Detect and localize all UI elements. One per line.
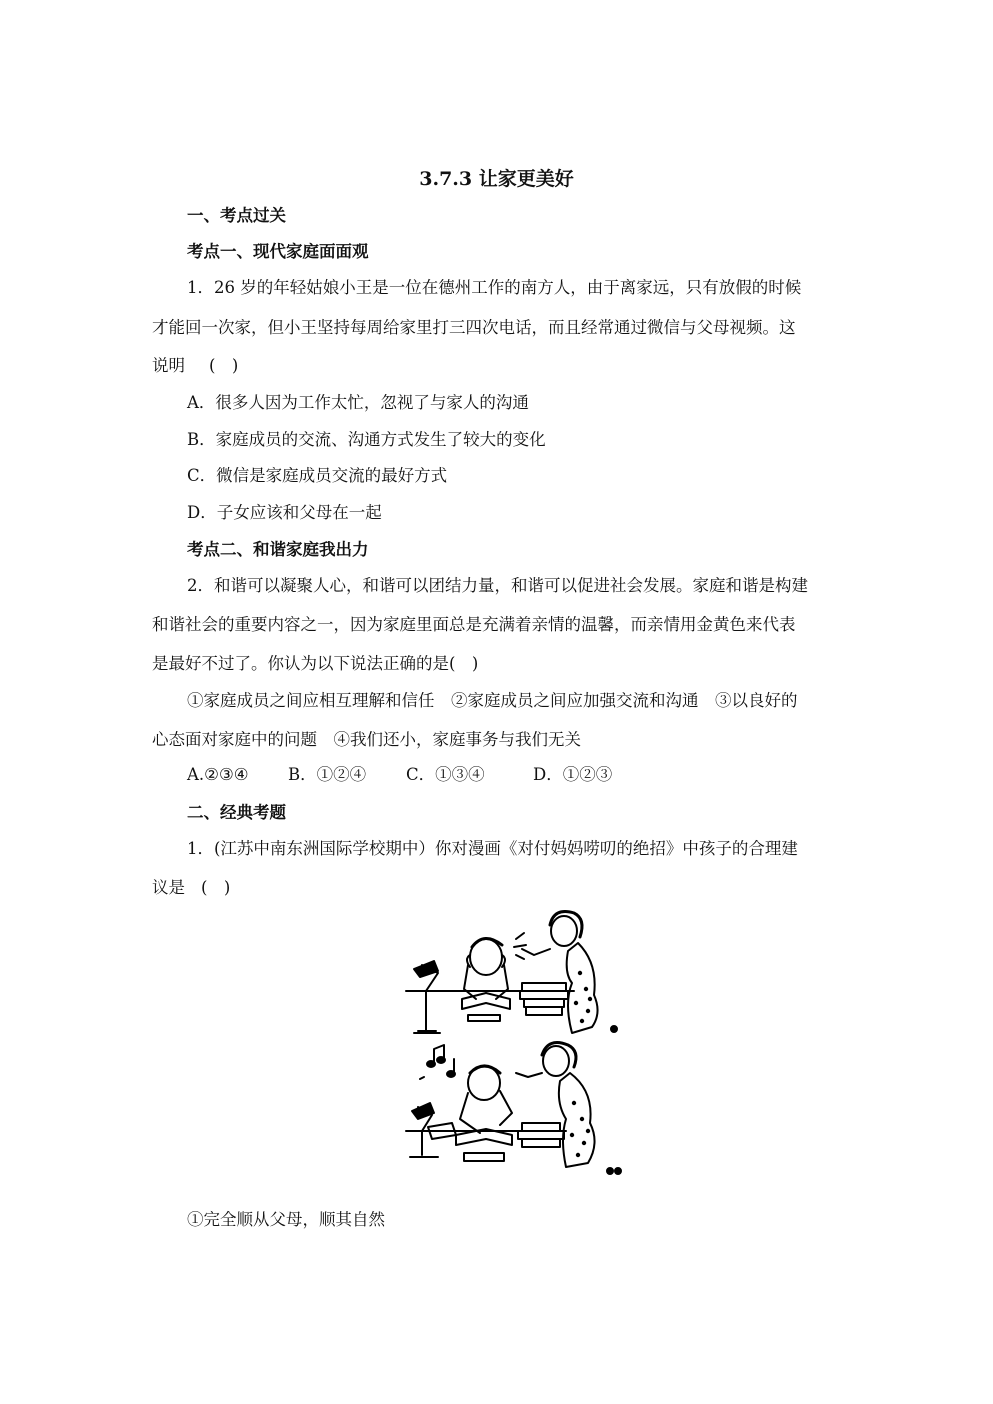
cartoon-panel-1 xyxy=(406,912,617,1034)
q3-line2-text: 议是 xyxy=(152,878,185,897)
q3-line2 xyxy=(152,877,230,899)
q1-option-d: D．子女应该和父母在一起 xyxy=(187,503,382,522)
q1-option-c: C．微信是家庭成员交流的最好方式 xyxy=(187,466,448,485)
q1-option-b: B．家庭成员的交流、沟通方式发生了较大的变化 xyxy=(187,430,546,449)
q3-answer-paren: ( ) xyxy=(201,878,231,897)
q2-line3: 是最好不过了。你认为以下说法正确的是( ) xyxy=(152,654,479,673)
q2-option-c: C．①③④ xyxy=(406,765,485,784)
q2-options-row xyxy=(187,764,612,786)
q3-item1: ①完全顺从父母，顺其自然 xyxy=(187,1210,385,1229)
q2-option-b: B．①②④ xyxy=(288,765,367,784)
q2-option-a: A.②③④ xyxy=(187,765,249,784)
cartoon-illustration xyxy=(404,903,634,1178)
q3-line1: 1．(江苏中南东洲国际学校期中）你对漫画《对付妈妈唠叨的绝招》中孩子的合理建 xyxy=(187,839,798,858)
section2-heading: 二、经典考题 xyxy=(187,803,286,822)
q2-statements-line1: ①家庭成员之间应相互理解和信任 ②家庭成员之间应加强交流和沟通 ③以良好的 xyxy=(187,691,798,710)
q1-line2: 才能回一次家，但小王坚持每周给家里打三四次电话，而且经常通过微信与父母视频。这 xyxy=(152,318,796,337)
q1-line1: 1．26 岁的年轻姑娘小王是一位在德州工作的南方人，由于离家远，只有放假的时候 xyxy=(187,278,802,297)
q1-option-a: A．很多人因为工作太忙，忽视了与家人的沟通 xyxy=(187,393,529,412)
q1-line3-text: 说明 xyxy=(152,356,185,375)
section1-heading: 一、考点过关 xyxy=(187,206,286,225)
q1-line3 xyxy=(152,355,238,377)
page-title: 3.7.3 让家更美好 xyxy=(419,168,574,190)
point2-heading: 考点二、和谐家庭我出力 xyxy=(187,540,369,559)
q1-answer-paren: ( ) xyxy=(209,356,239,375)
q2-statements-line2: 心态面对家庭中的问题 ④我们还小，家庭事务与我们无关 xyxy=(152,730,581,749)
cartoon-panel-2 xyxy=(406,1043,621,1174)
q2-option-d: D．①②③ xyxy=(533,765,613,784)
point1-heading: 考点一、现代家庭面面观 xyxy=(187,242,369,261)
q2-line1: 2．和谐可以凝聚人心，和谐可以团结力量，和谐可以促进社会发展。家庭和谐是构建 xyxy=(187,576,808,595)
q2-line2: 和谐社会的重要内容之一，因为家庭里面总是充满着亲情的温馨，而亲情用金黄色来代表 xyxy=(152,615,796,634)
